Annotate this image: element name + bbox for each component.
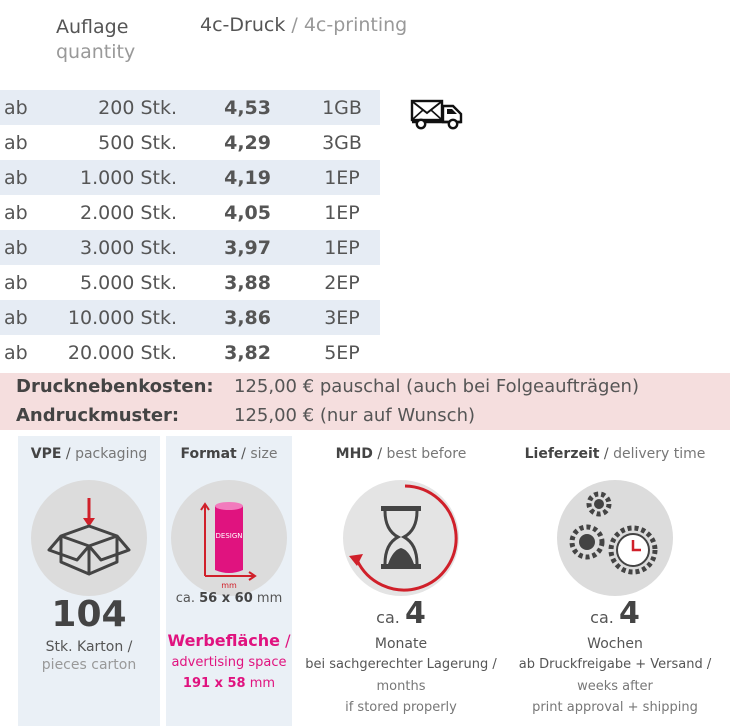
cost-label: Drucknebenkosten:: [16, 376, 214, 397]
delivery-time-note-de: ab Druckfreigabe + Versand /: [518, 657, 712, 672]
cup-size-prefix: ca.: [175, 591, 195, 606]
cost-value: 125,00 € pauschal (auch bei Folgeaufträgen): [234, 376, 639, 397]
row-packaging: 3EP: [304, 300, 380, 335]
advertising-space-value: 191 x 58: [182, 676, 246, 691]
shelf-life-value: [298, 596, 504, 631]
panel-best-before: [298, 436, 504, 726]
cost-value: 125,00 € (nur auf Wunsch): [234, 405, 476, 426]
pieces-per-carton-en: pieces carton: [41, 657, 137, 673]
table-row: [0, 335, 380, 370]
row-packaging: 1GB: [304, 90, 380, 125]
panel-title-de: Lieferzeit: [524, 446, 600, 462]
advertising-space-title-sep: /: [280, 631, 291, 650]
panel-title: VPE / packaging: [30, 446, 148, 462]
row-price: 4,05: [224, 201, 271, 224]
row-quantity: 500 Stk.: [98, 131, 177, 154]
table-row: [0, 265, 380, 300]
row-packaging: 1EP: [304, 160, 380, 195]
row-prefix: ab: [0, 300, 44, 335]
quantity-header-en: quantity: [56, 41, 136, 63]
advertising-space-size: [166, 676, 292, 691]
row-price: 4,19: [177, 160, 304, 195]
row-quantity: 3.000 Stk.: [44, 230, 177, 265]
printing-header-sep: /: [285, 14, 304, 36]
shelf-life-note-de: bei sachgerechter Lagerung /: [305, 657, 497, 672]
delivery-time-value: [506, 596, 724, 631]
table-row: [0, 125, 380, 160]
row-packaging: 1EP: [324, 201, 360, 224]
row-packaging: 1EP: [304, 230, 380, 265]
panel-title: MHD / best before: [335, 446, 467, 462]
shelf-life-note-en: if stored properly: [345, 700, 457, 715]
shelf-life-prefix: ca.: [376, 608, 400, 627]
panel-title-en: delivery time: [613, 446, 706, 462]
delivery-truck-icon: [410, 98, 464, 130]
pieces-per-carton-de: Stk. Karton /: [45, 639, 133, 655]
row-prefix: ab: [4, 341, 28, 364]
table-row: [0, 160, 380, 195]
table-row: [0, 230, 380, 265]
advertising-space-unit: mm: [249, 676, 276, 691]
row-quantity: 20.000 Stk.: [67, 341, 177, 364]
table-row: [0, 195, 380, 230]
row-packaging: 3GB: [322, 131, 362, 154]
additional-costs-band: [0, 373, 730, 430]
panel-packaging: [18, 436, 160, 726]
row-quantity: 2.000 Stk.: [80, 201, 177, 224]
box-icon: [31, 480, 147, 596]
row-prefix: ab: [4, 201, 28, 224]
advertising-space-title-en: advertising space: [171, 655, 287, 670]
delivery-time-prefix: ca.: [590, 608, 614, 627]
row-prefix: ab: [4, 131, 28, 154]
design-label: DESIGN: [215, 532, 243, 540]
panel-title-en: packaging: [75, 446, 148, 462]
row-quantity: 10.000 Stk.: [44, 300, 177, 335]
row-quantity: 5.000 Stk.: [80, 271, 177, 294]
unit-label: mm: [221, 581, 237, 590]
quantity-header: [56, 16, 135, 63]
row-packaging: 2EP: [324, 271, 360, 294]
panel-format: [166, 436, 292, 726]
printing-header-en: 4c-printing: [303, 14, 408, 36]
row-prefix: ab: [0, 160, 44, 195]
table-row: [0, 300, 380, 335]
cost-label: Andruckmuster:: [16, 405, 180, 426]
row-price: 4,29: [224, 131, 271, 154]
cup-size-text: [166, 591, 292, 606]
panel-title-de: MHD: [335, 446, 373, 462]
row-prefix: ab: [0, 90, 44, 125]
shelf-life-unit-de: Monate: [374, 636, 428, 652]
row-quantity: 1.000 Stk.: [44, 160, 177, 195]
panel-title: Lieferzeit / delivery time: [524, 446, 706, 462]
panel-title: Format / size: [180, 446, 278, 462]
printing-header: [200, 14, 407, 36]
hourglass-icon: [343, 480, 459, 596]
price-table: [0, 90, 380, 370]
delivery-time-number: 4: [618, 596, 640, 631]
row-packaging: 5EP: [324, 341, 360, 364]
gears-clock-icon: [557, 480, 673, 596]
panel-title-en: size: [250, 446, 278, 462]
delivery-time-unit-en: weeks after: [577, 679, 653, 694]
cup-size-value: 56 x 60: [199, 591, 253, 606]
row-quantity: 200 Stk.: [44, 90, 177, 125]
cup-size-icon: [171, 480, 287, 596]
printing-header-de: 4c-Druck: [200, 14, 286, 36]
row-price: 4,53: [177, 90, 304, 125]
row-prefix: ab: [4, 271, 28, 294]
row-price: 3,97: [177, 230, 304, 265]
shelf-life-unit-en: months: [376, 679, 426, 694]
cup-size-unit: mm: [256, 591, 283, 606]
row-price: 3,86: [177, 300, 304, 335]
panel-title-de: Format: [180, 446, 237, 462]
row-prefix: ab: [0, 230, 44, 265]
advertising-space-title: [166, 631, 292, 650]
shelf-life-number: 4: [404, 596, 426, 631]
panel-title-de: VPE: [30, 446, 62, 462]
panel-title-en: best before: [386, 446, 467, 462]
delivery-time-note-en: print approval + shipping: [532, 700, 698, 715]
quantity-header-de: Auflage: [56, 16, 129, 38]
table-row: [0, 90, 380, 125]
pieces-per-carton-number: 104: [51, 594, 127, 635]
panel-delivery-time: [506, 436, 724, 726]
row-price: 3,88: [224, 271, 271, 294]
delivery-time-unit-de: Wochen: [587, 636, 643, 652]
advertising-space-title-de: Werbefläche: [167, 631, 281, 650]
row-price: 3,82: [224, 341, 271, 364]
